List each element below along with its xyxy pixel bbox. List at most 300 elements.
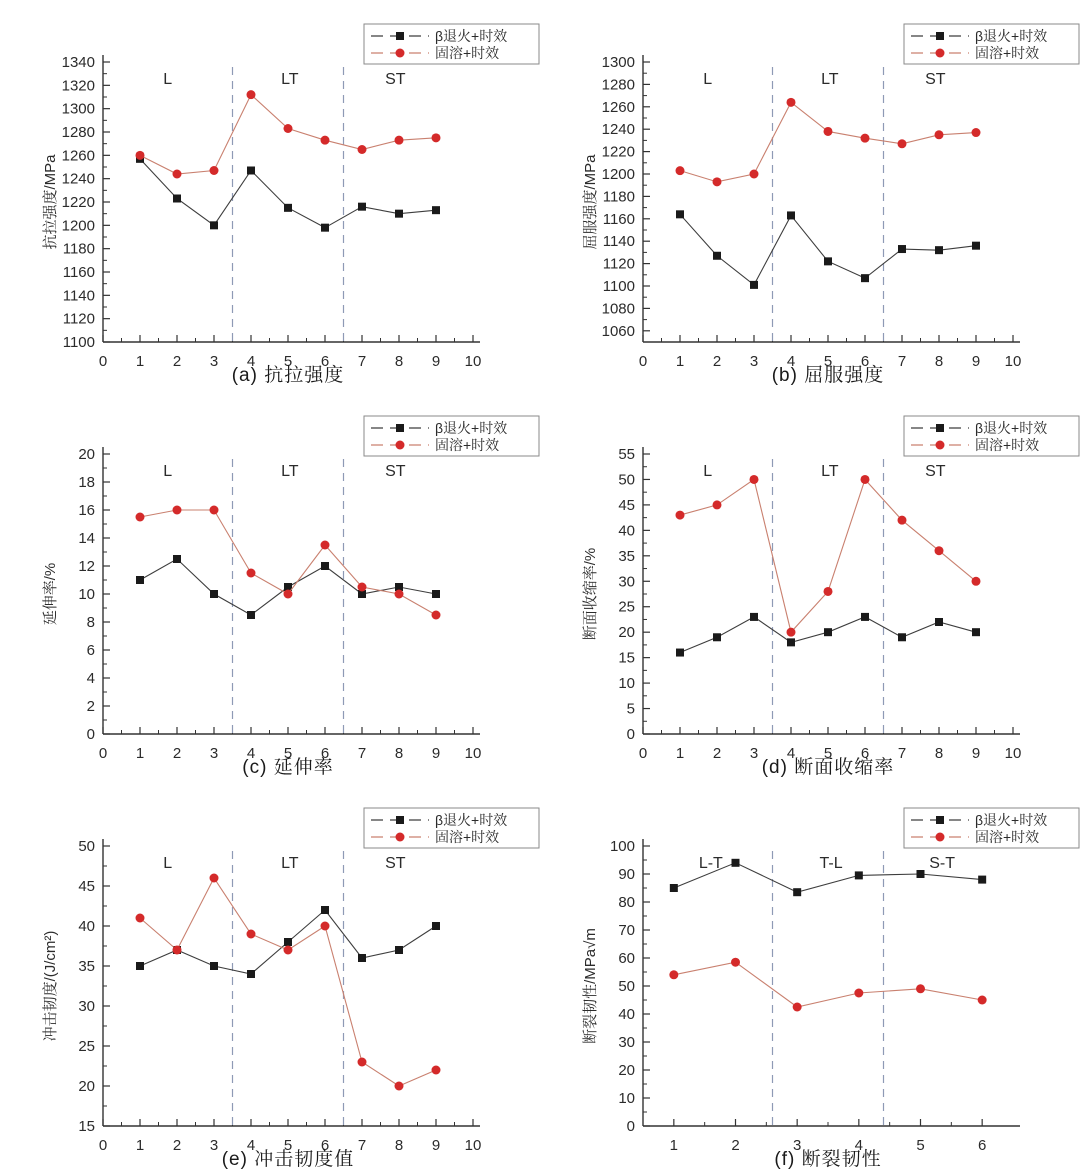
y-tick-label: 10	[78, 586, 95, 603]
circle-marker	[247, 930, 256, 939]
y-tick-label: 1260	[61, 147, 95, 165]
square-marker	[793, 888, 801, 896]
x-tick-label: 4	[786, 745, 796, 762]
x-tick-label: 9	[971, 745, 981, 762]
panel-e-title: (e) 冲击韧度值	[221, 1149, 355, 1170]
y-tick-label: 8	[86, 614, 95, 631]
y-tick-label: 4	[86, 670, 95, 687]
circle-marker	[432, 133, 441, 142]
circle-marker	[898, 516, 907, 525]
x-tick-label: 0	[638, 353, 648, 370]
square-marker	[247, 970, 255, 978]
x-tick-label: 2	[172, 745, 182, 762]
y-tick-label: 55	[618, 446, 635, 463]
square-marker	[898, 245, 906, 253]
x-tick-label: 4	[246, 745, 256, 762]
y-tick-label: 30	[618, 573, 635, 591]
circle-marker	[395, 1082, 404, 1091]
y-tick-label: 14	[78, 530, 95, 547]
legend-label: β退火+时效	[435, 812, 508, 828]
y-axis-title: 屈服强度/MPa	[582, 154, 599, 250]
y-axis-title: 抗拉强度/MPa	[42, 154, 59, 250]
y-tick-label: 80	[618, 894, 635, 911]
legend-circle-marker	[396, 833, 405, 842]
y-tick-label: 1100	[602, 278, 635, 295]
region-label: L-T	[698, 855, 723, 872]
x-tick-label: 6	[320, 353, 330, 370]
legend-label: β退火+时效	[975, 28, 1048, 44]
legend-square-marker	[396, 424, 404, 432]
x-tick-label: 0	[98, 353, 108, 370]
y-tick-label: 6	[86, 642, 95, 659]
x-tick-label: 1	[135, 1137, 145, 1154]
legend-square-marker	[936, 816, 944, 824]
panel-a-title: (a) 抗拉强度	[231, 365, 345, 386]
circle-marker	[793, 1003, 802, 1012]
y-axis-title: 断面收缩率/%	[582, 547, 599, 641]
x-tick-label: 9	[431, 1137, 441, 1154]
circle-marker	[898, 139, 907, 148]
square-marker	[917, 870, 925, 878]
y-tick-label: 20	[618, 1062, 635, 1079]
square-marker	[750, 281, 758, 289]
x-tick-label: 6	[320, 1137, 330, 1154]
legend-label: 固溶+时效	[975, 45, 1040, 61]
x-tick-label: 10	[464, 745, 482, 762]
circle-marker	[787, 628, 796, 637]
legend-label: 固溶+时效	[435, 45, 500, 61]
y-tick-label: 45	[78, 878, 95, 895]
x-tick-label: 7	[357, 353, 367, 370]
square-marker	[670, 884, 678, 892]
circle-marker	[136, 914, 145, 923]
x-tick-label: 1	[669, 1137, 679, 1154]
square-marker	[284, 938, 292, 946]
circle-marker	[713, 500, 722, 509]
circle-marker	[854, 989, 863, 998]
y-tick-label: 40	[78, 918, 95, 935]
chart-b	[540, 0, 1080, 392]
y-tick-label: 45	[618, 496, 635, 514]
legend-label: β退火+时效	[975, 420, 1048, 436]
circle-marker	[787, 98, 796, 107]
circle-marker	[358, 583, 367, 592]
y-tick-label: 25	[78, 1038, 95, 1055]
circle-marker	[432, 1066, 441, 1075]
y-tick-label: 70	[618, 922, 635, 939]
square-marker	[972, 628, 980, 636]
panel-b-title: (b) 屈服强度	[771, 365, 885, 386]
legend-square-marker	[396, 32, 404, 40]
square-marker	[824, 257, 832, 265]
x-tick-label: 2	[712, 745, 722, 762]
circle-marker	[173, 506, 182, 515]
x-tick-label: 6	[860, 745, 870, 762]
y-tick-label: 20	[78, 1078, 95, 1095]
y-tick-label: 15	[78, 1118, 95, 1135]
x-tick-label: 2	[172, 353, 182, 370]
x-tick-label: 3	[749, 353, 759, 370]
chart-c	[0, 392, 540, 784]
square-marker	[173, 195, 181, 203]
circle-marker	[173, 946, 182, 955]
circle-marker	[861, 475, 870, 484]
x-tick-label: 4	[854, 1137, 864, 1154]
square-marker	[136, 962, 144, 970]
y-axis-title: 断裂韧性/MPa√m	[582, 928, 599, 1044]
square-marker	[861, 274, 869, 282]
region-label: LT	[821, 463, 839, 480]
circle-marker	[676, 511, 685, 520]
legend-label: β退火+时效	[435, 28, 508, 44]
x-tick-label: 5	[823, 353, 833, 370]
x-tick-label: 1	[135, 353, 145, 370]
circle-marker	[824, 587, 833, 596]
y-tick-label: 1160	[62, 264, 95, 281]
region-label: L	[163, 855, 173, 872]
y-tick-label: 50	[618, 471, 635, 489]
square-marker	[395, 210, 403, 218]
chart-f	[540, 784, 1080, 1176]
region-label: L	[703, 463, 713, 480]
circle-marker	[173, 170, 182, 179]
circle-marker	[669, 970, 678, 979]
circle-marker	[210, 874, 219, 883]
square-marker	[321, 562, 329, 570]
region-label: LT	[281, 71, 299, 88]
y-tick-label: 30	[618, 1034, 635, 1051]
square-marker	[676, 210, 684, 218]
y-axis-title: 延伸率/%	[42, 562, 59, 626]
circle-marker	[432, 611, 441, 620]
region-label: ST	[925, 463, 946, 480]
circle-marker	[284, 946, 293, 955]
x-tick-label: 3	[209, 1137, 219, 1154]
panel-c-title: (c) 延伸率	[242, 757, 334, 778]
x-tick-label: 7	[357, 1137, 367, 1154]
x-tick-label: 1	[675, 353, 685, 370]
circle-marker	[284, 590, 293, 599]
x-tick-label: 2	[731, 1137, 740, 1154]
circle-marker	[247, 569, 256, 578]
x-tick-label: 10	[1004, 745, 1022, 762]
region-label: LT	[281, 855, 299, 872]
y-tick-label: 1240	[61, 170, 95, 188]
square-marker	[247, 611, 255, 619]
region-label: L	[163, 463, 173, 480]
y-axis-title: 冲击韧度/(J/cm²)	[42, 930, 59, 1042]
y-tick-label: 12	[78, 558, 95, 575]
region-label: LT	[821, 71, 839, 88]
circle-marker	[321, 136, 330, 145]
chart-d	[540, 392, 1080, 784]
square-marker	[972, 242, 980, 250]
region-label: L	[703, 71, 713, 88]
y-tick-label: 50	[618, 978, 635, 995]
y-tick-label: 1320	[61, 77, 95, 95]
chart-e	[0, 784, 540, 1176]
circle-marker	[713, 177, 722, 186]
y-tick-label: 1180	[602, 188, 635, 206]
legend-circle-marker	[936, 833, 945, 842]
series-line-2	[674, 962, 982, 1007]
x-tick-label: 3	[792, 1137, 802, 1154]
square-marker	[935, 618, 943, 626]
x-tick-label: 5	[283, 745, 293, 762]
circle-marker	[358, 145, 367, 154]
series-line-1	[140, 159, 436, 228]
y-tick-label: 1200	[601, 166, 635, 183]
x-tick-label: 6	[320, 745, 330, 762]
region-label: ST	[385, 71, 406, 88]
square-marker	[732, 859, 740, 867]
y-tick-label: 1140	[602, 233, 635, 251]
circle-marker	[247, 90, 256, 99]
y-tick-label: 1340	[61, 54, 95, 71]
y-tick-label: 1280	[601, 76, 635, 94]
x-tick-label: 1	[135, 745, 145, 762]
square-marker	[787, 211, 795, 219]
y-tick-label: 1120	[602, 255, 635, 273]
series-line-1	[680, 214, 976, 285]
y-tick-label: 35	[618, 547, 635, 565]
legend-label: β退火+时效	[435, 420, 508, 436]
y-tick-label: 2	[86, 698, 95, 715]
x-tick-label: 5	[823, 745, 833, 762]
y-tick-label: 1220	[601, 143, 635, 161]
y-tick-label: 18	[78, 474, 95, 491]
y-tick-label: 1200	[61, 217, 95, 235]
x-tick-label: 0	[98, 745, 108, 762]
y-tick-label: 1180	[62, 240, 95, 258]
x-tick-label: 0	[98, 1137, 108, 1154]
y-tick-label: 1260	[601, 98, 635, 116]
x-tick-label: 9	[971, 353, 981, 370]
circle-marker	[972, 577, 981, 586]
square-marker	[321, 224, 329, 232]
legend-circle-marker	[936, 49, 945, 58]
square-marker	[978, 876, 986, 884]
legend-square-marker	[936, 424, 944, 432]
square-marker	[210, 590, 218, 598]
y-tick-label: 1120	[62, 310, 95, 328]
square-marker	[284, 204, 292, 212]
circle-marker	[136, 151, 145, 160]
x-tick-label: 6	[860, 353, 870, 370]
x-tick-label: 6	[977, 1137, 987, 1154]
panel-b	[540, 0, 1080, 392]
circle-marker	[731, 958, 740, 967]
region-label: ST	[925, 71, 946, 88]
square-marker	[676, 649, 684, 657]
y-tick-label: 1080	[601, 300, 635, 318]
legend-label: 固溶+时效	[975, 829, 1040, 845]
square-marker	[210, 221, 218, 229]
series-line-2	[680, 479, 976, 632]
square-marker	[358, 203, 366, 211]
x-tick-label: 8	[394, 1137, 404, 1154]
circle-marker	[935, 546, 944, 555]
circle-marker	[861, 134, 870, 143]
legend-label: β退火+时效	[975, 812, 1048, 828]
circle-marker	[210, 166, 219, 175]
square-marker	[395, 946, 403, 954]
y-tick-label: 25	[618, 598, 635, 616]
y-tick-label: 50	[78, 838, 95, 855]
y-tick-label: 40	[618, 522, 635, 540]
x-tick-label: 10	[464, 1137, 482, 1154]
y-tick-label: 20	[618, 624, 635, 642]
square-marker	[898, 633, 906, 641]
panel-a	[0, 0, 540, 392]
x-tick-label: 3	[209, 745, 219, 762]
y-tick-label: 1100	[62, 334, 95, 351]
square-marker	[321, 906, 329, 914]
x-tick-label: 0	[638, 745, 648, 762]
y-tick-label: 10	[618, 675, 635, 693]
y-tick-label: 1140	[62, 287, 95, 305]
region-label: ST	[385, 855, 406, 872]
region-label: ST	[385, 463, 406, 480]
circle-marker	[284, 124, 293, 133]
chart-a	[0, 0, 540, 392]
y-tick-label: 90	[618, 866, 635, 883]
x-tick-label: 8	[934, 745, 944, 762]
x-tick-label: 4	[246, 353, 256, 370]
legend-circle-marker	[396, 441, 405, 450]
panel-d	[540, 392, 1080, 784]
x-tick-label: 10	[1004, 353, 1022, 370]
legend-label: 固溶+时效	[435, 829, 500, 845]
panel-f-title: (f) 断裂韧性	[774, 1149, 882, 1170]
circle-marker	[136, 513, 145, 522]
y-tick-label: 30	[78, 998, 95, 1015]
y-tick-label: 15	[618, 649, 635, 667]
circle-marker	[321, 922, 330, 931]
x-tick-label: 8	[394, 353, 404, 370]
square-marker	[750, 613, 758, 621]
y-tick-label: 1300	[61, 100, 95, 118]
square-marker	[358, 954, 366, 962]
y-tick-label: 40	[618, 1006, 635, 1023]
square-marker	[935, 246, 943, 254]
square-marker	[861, 613, 869, 621]
y-tick-label: 5	[626, 700, 635, 718]
x-tick-label: 7	[897, 353, 907, 370]
legend-label: 固溶+时效	[435, 437, 500, 453]
circle-marker	[676, 166, 685, 175]
series-line-2	[140, 510, 436, 615]
panel-d-title: (d) 断面收缩率	[761, 757, 895, 778]
square-marker	[432, 206, 440, 214]
series-line-2	[140, 95, 436, 174]
panel-e	[0, 784, 540, 1176]
y-tick-label: 1300	[601, 54, 635, 71]
square-marker	[247, 167, 255, 175]
square-marker	[432, 922, 440, 930]
x-tick-label: 10	[464, 353, 482, 370]
square-marker	[173, 555, 181, 563]
circle-marker	[358, 1058, 367, 1067]
circle-marker	[978, 996, 987, 1005]
x-tick-label: 5	[283, 353, 293, 370]
circle-marker	[935, 130, 944, 139]
x-tick-label: 2	[712, 353, 722, 370]
x-tick-label: 4	[786, 353, 796, 370]
x-tick-label: 4	[246, 1137, 256, 1154]
circle-marker	[395, 590, 404, 599]
y-tick-label: 0	[626, 726, 635, 743]
x-tick-label: 9	[431, 353, 441, 370]
circle-marker	[916, 984, 925, 993]
y-tick-label: 16	[78, 502, 95, 519]
y-tick-label: 10	[618, 1090, 635, 1107]
circle-marker	[972, 128, 981, 137]
circle-marker	[824, 127, 833, 136]
region-label: LT	[281, 463, 299, 480]
y-tick-label: 35	[78, 958, 95, 975]
x-tick-label: 7	[357, 745, 367, 762]
square-marker	[432, 590, 440, 598]
square-marker	[210, 962, 218, 970]
y-tick-label: 100	[609, 838, 635, 855]
panel-f	[540, 784, 1080, 1176]
y-tick-label: 1240	[601, 121, 635, 139]
legend-label: 固溶+时效	[975, 437, 1040, 453]
square-marker	[713, 252, 721, 260]
series-line-2	[140, 878, 436, 1086]
x-tick-label: 5	[283, 1137, 293, 1154]
x-tick-label: 7	[897, 745, 907, 762]
x-tick-label: 9	[431, 745, 441, 762]
square-marker	[824, 628, 832, 636]
x-tick-label: 2	[172, 1137, 182, 1154]
region-label: L	[163, 71, 173, 88]
y-tick-label: 1280	[61, 124, 95, 141]
circle-marker	[395, 136, 404, 145]
legend-square-marker	[936, 32, 944, 40]
y-tick-label: 0	[626, 1118, 635, 1135]
y-tick-label: 1060	[601, 322, 635, 340]
y-tick-label: 0	[86, 726, 95, 743]
legend-circle-marker	[936, 441, 945, 450]
y-tick-label: 1160	[602, 210, 635, 228]
region-label: S-T	[929, 855, 955, 872]
region-label: T-L	[819, 855, 843, 872]
square-marker	[787, 638, 795, 646]
x-tick-label: 5	[916, 1137, 925, 1154]
x-tick-label: 1	[675, 745, 685, 762]
x-tick-label: 3	[209, 353, 219, 370]
x-tick-label: 8	[934, 353, 944, 370]
square-marker	[713, 633, 721, 641]
y-tick-label: 60	[618, 950, 635, 967]
x-tick-label: 8	[394, 745, 404, 762]
panel-c	[0, 392, 540, 784]
square-marker	[855, 871, 863, 879]
legend-circle-marker	[396, 49, 405, 58]
y-tick-label: 20	[78, 446, 95, 463]
circle-marker	[750, 475, 759, 484]
y-tick-label: 1220	[61, 194, 95, 211]
x-tick-label: 3	[749, 745, 759, 762]
series-line-2	[680, 102, 976, 182]
circle-marker	[321, 541, 330, 550]
legend-square-marker	[396, 816, 404, 824]
square-marker	[136, 576, 144, 584]
circle-marker	[750, 170, 759, 179]
circle-marker	[210, 506, 219, 515]
